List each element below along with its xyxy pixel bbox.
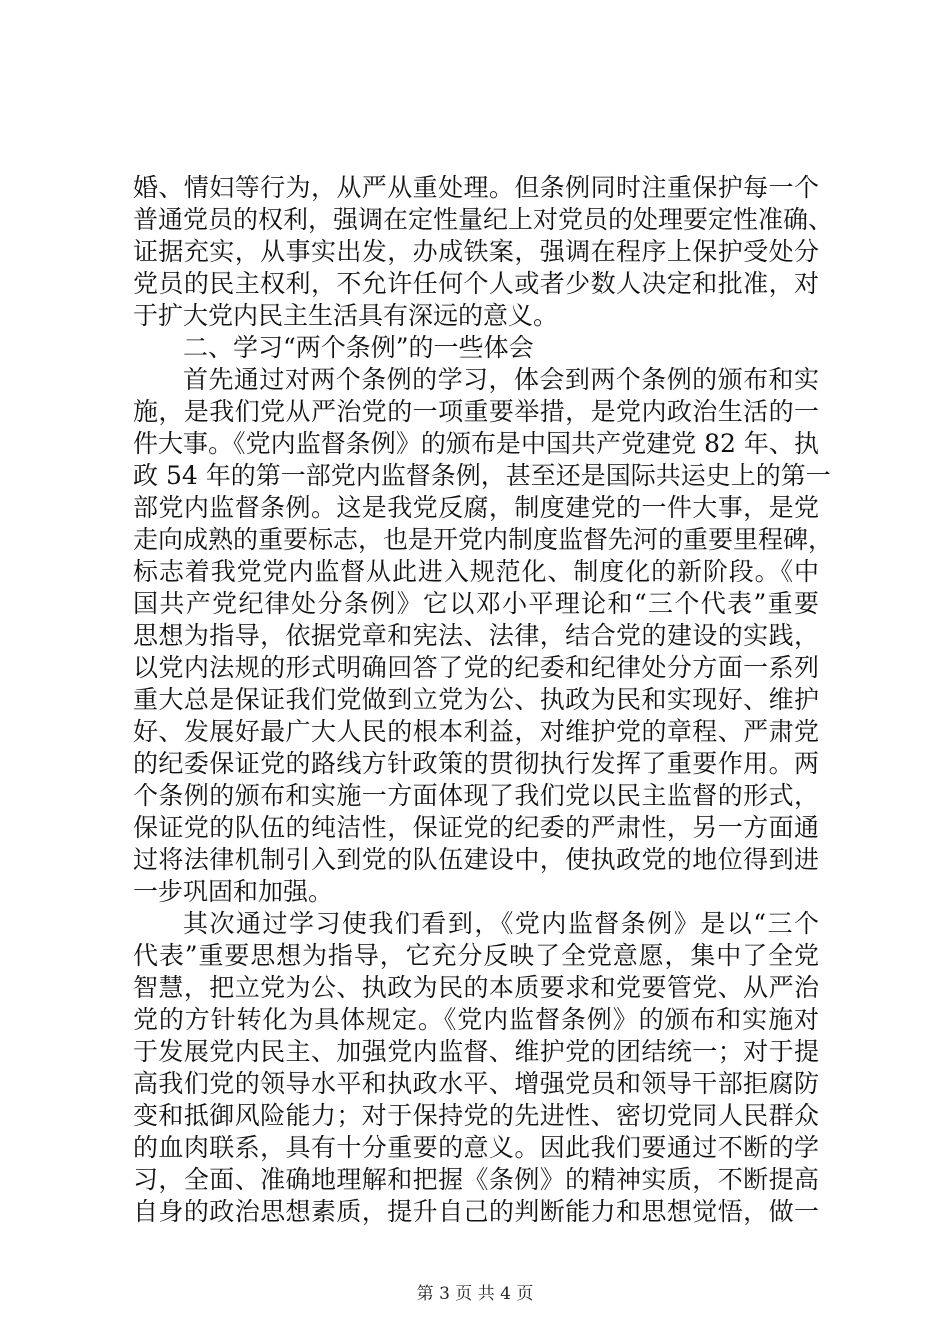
text-line: 国共产党纪律处分条例》它以邓小平理论和“三个代表”重要: [133, 589, 819, 618]
text-line: 变和抵御风险能力；对于保持党的先进性、密切党同人民群众: [133, 1101, 819, 1130]
text-line: 党员的民主权利，不允许任何个人或者少数人决定和批准，对: [133, 269, 819, 298]
text-line: 代表”重要思想为指导，它充分反映了全党意愿，集中了全党: [133, 941, 819, 970]
text-line: 部党内监督条例。这是我党反腐，制度建党的一件大事，是党: [133, 493, 819, 522]
text-line: 的血肉联系，具有十分重要的意义。因此我们要通过不断的学: [133, 1133, 819, 1162]
text-line: 走向成熟的重要标志，也是开党内制度监督先河的重要里程碑，: [133, 525, 834, 554]
text-line: 以党内法规的形式明确回答了党的纪委和纪律处分方面一系列: [133, 653, 819, 682]
text-line: 首先通过对两个条例的学习，体会到两个条例的颁布和实: [183, 365, 819, 394]
text-line: 好、发展好最广大人民的根本利益，对维护党的章程、严肃党: [133, 717, 819, 746]
text-line: 一步巩固和加强。: [133, 877, 334, 906]
text-line: 其次通过学习使我们看到，《党内监督条例》是以“三个: [183, 909, 819, 938]
text-line: 政 54 年的第一部党内监督条例，甚至还是国际共运史上的第一: [133, 461, 831, 490]
text-line: 智慧，把立党为公、执政为民的本质要求和党要管党、从严治: [133, 973, 819, 1002]
text-line: 个条例的颁布和实施一方面体现了我们党以民主监督的形式，: [133, 781, 819, 810]
text-line: 过将法律机制引入到党的队伍建设中，使执政党的地位得到进: [133, 845, 819, 874]
text-line: 重大总是保证我们党做到立党为公、执政为民和实现好、维护: [133, 685, 819, 714]
body-text: [133, 172, 834, 1228]
text-line: 二、学习“两个条例”的一些体会: [183, 333, 534, 362]
text-line: 标志着我党党内监督从此进入规范化、制度化的新阶段。《中: [133, 557, 819, 586]
text-line: 高我们党的领导水平和执政水平、增强党员和领导干部拒腐防: [133, 1069, 819, 1098]
text-line: 习，全面、准确地理解和把握《条例》的精神实质，不断提高: [133, 1165, 819, 1194]
page-footer: 第 3 页 共 4 页: [416, 1284, 534, 1304]
text-line: 于扩大党内民主生活具有深远的意义。: [133, 301, 559, 330]
text-line: 普通党员的权利，强调在定性量纪上对党员的处理要定性准确、: [133, 205, 834, 234]
text-line: 于发展党内民主、加强党内监督、维护党的团结统一；对于提: [133, 1037, 819, 1066]
text-line: 保证党的队伍的纯洁性，保证党的纪委的严肃性，另一方面通: [133, 813, 819, 842]
text-line: 党的方针转化为具体规定。《党内监督条例》的颁布和实施对: [133, 1005, 819, 1034]
text-line: 施，是我们党从严治党的一项重要举措，是党内政治生活的一: [133, 397, 819, 426]
text-line: 证据充实，从事实出发，办成铁案，强调在程序上保护受处分: [133, 237, 819, 266]
text-line: 婚、情妇等行为，从严从重处理。但条例同时注重保护每一个: [133, 173, 819, 202]
text-line: 思想为指导，依据党章和宪法、法律，结合党的建设的实践，: [133, 621, 819, 650]
text-line: 件大事。《党内监督条例》的颁布是中国共产党建党 82 年、执: [133, 429, 819, 458]
text-line: 的纪委保证党的路线方针政策的贯彻执行发挥了重要作用。两: [133, 749, 819, 778]
text-line: 自身的政治思想素质，提升自己的判断能力和思想觉悟，做一: [133, 1197, 819, 1226]
